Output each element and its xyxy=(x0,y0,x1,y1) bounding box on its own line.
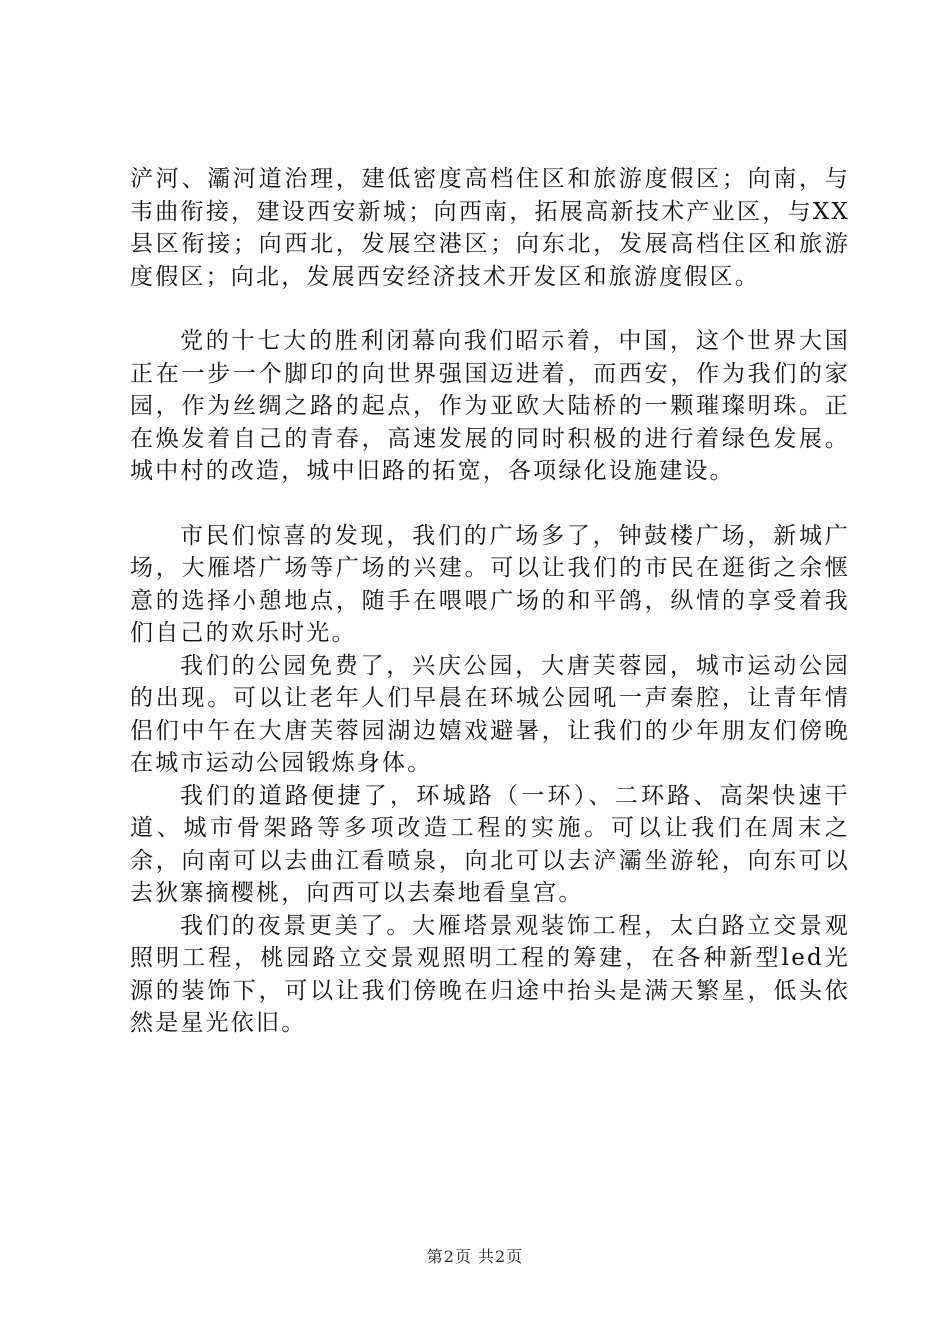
paragraph-parks: 我们的公园免费了，兴庆公园，大唐芙蓉园，城市运动公园的出现。可以让老年人们早晨在环城公园吼一声秦腔，让青年情侣们中午在大唐芙蓉园湖边嬉戏避暑，让我们的少年朋友们傍晚在城市运动公园锻炼身体。 xyxy=(130,652,850,776)
paragraph-continuation: 浐河、灞河道治理，建低密度高档住区和旅游度假区；向南，与韦曲衔接，建设西安新城；向西南，拓展高新技术产业区，与XX县区衔接；向西北，发展空港区；向东北，发展高档住区和旅游度假区；向北，发展西安经济技术开发区和旅游度假区。 xyxy=(130,166,850,290)
paragraph-squares: 市民们惊喜的发现，我们的广场多了，钟鼓楼广场，新城广场，大雁塔广场等广场的兴建。可以让我们的市民在逛街之余惬意的选择小憩地点，随手在喂喂广场的和平鸽，纵情的享受着我们自己的欢乐时光。 xyxy=(130,522,850,646)
paragraph-roads: 我们的道路便捷了，环城路（一环）、二环路、高架快速干道、城市骨架路等多项改造工程的实施。可以让我们在周末之余，向南可以去曲江看喷泉，向北可以去浐灞坐游轮，向东可以去狄寨摘樱桃，向西可以去秦地看皇宫。 xyxy=(130,782,850,906)
paragraph-night-scene: 我们的夜景更美了。大雁塔景观装饰工程，太白路立交景观照明工程，桃园路立交景观照明工程的筹建，在各种新型led光源的装饰下，可以让我们傍晚在归途中抬头是满天繁星，低头依然是星光依旧。 xyxy=(130,912,850,1036)
page-number-footer: 第2页 共2页 xyxy=(426,1247,524,1266)
paragraph-congress: 党的十七大的胜利闭幕向我们昭示着，中国，这个世界大国正在一步一个脚印的向世界强国迈进着，而西安，作为我们的家园，作为丝绸之路的起点，作为亚欧大陆桥的一颗璀璨明珠。正在焕发着自己的青春，高速发展的同时积极的进行着绿色发展。城中村的改造，城中旧路的拓宽，各项绿化设施建设。 xyxy=(130,328,850,484)
document-body xyxy=(130,163,850,1040)
